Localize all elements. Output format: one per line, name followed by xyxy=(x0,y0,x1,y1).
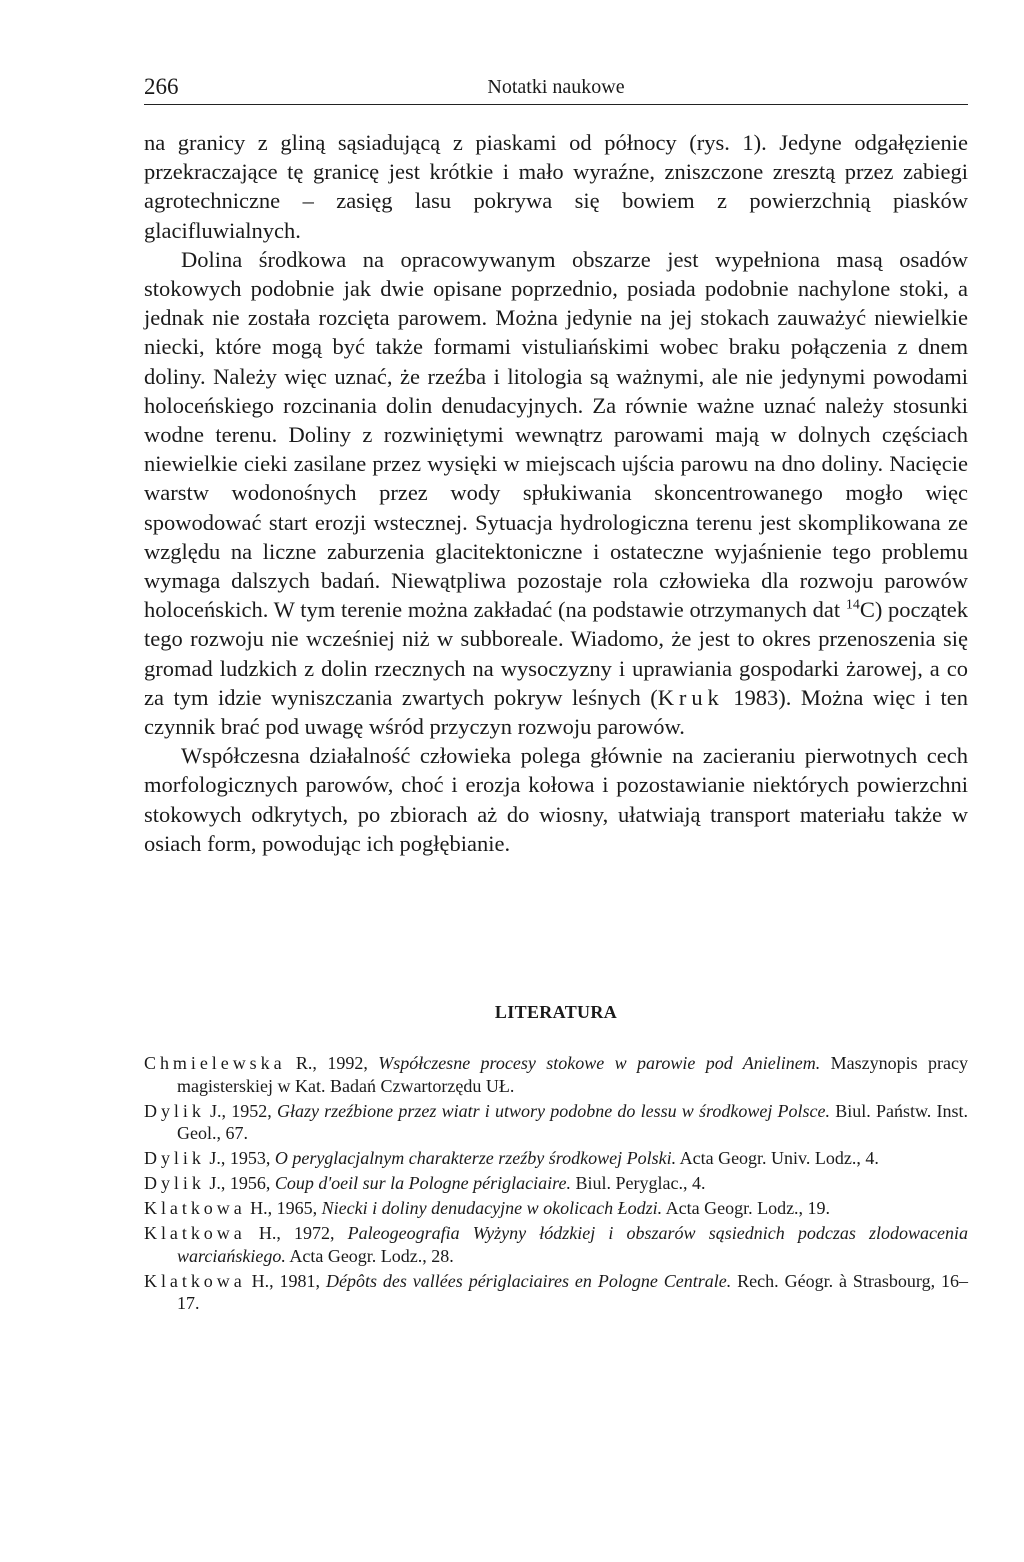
paragraph xyxy=(144,128,968,245)
reference-item xyxy=(144,1222,968,1267)
page-number: 266 xyxy=(144,74,179,99)
reference-meta: J., 1952, xyxy=(204,1100,277,1121)
reference-title: Dépôts des vallées périglaciaires en Pologne Centrale. xyxy=(325,1270,732,1291)
paragraph xyxy=(144,741,968,858)
reference-author: Klatkowa xyxy=(144,1198,246,1219)
header-rule xyxy=(144,104,968,105)
reference-meta: H., 1972, xyxy=(245,1223,348,1244)
reference-item xyxy=(144,1270,968,1315)
reference-author: Klatkowa xyxy=(144,1223,246,1244)
reference-title: Paleogeografia Wyżyny łódzkiej i obszarów sąsiednich podczas zlodowacenia warciańskiego. xyxy=(177,1223,968,1266)
reference-item xyxy=(144,1197,968,1220)
reference-meta: J., 1953, xyxy=(204,1148,275,1169)
reference-source: Rech. Géogr. à Strasbourg, 16–17. xyxy=(177,1270,969,1314)
paragraph-text: Współczesna działalność człowieka polega głównie na zacieraniu pierwotnych cech morfologicznych parowów, choć i erozja kołowa i pozostawianie niektórych powierzchni stokowych odkrytych, po zbiorach aż do wiosny, ułatwiają transport materiału także w osiach form, powodując ich pogłębianie. xyxy=(144,743,968,856)
paragraph-text: C) początek tego rozwoju nie wcześniej niż w subboreale. Wiadomo, że jest to okres przenoszenia się gromad ludzkich z dolin rzecznych na wysoczyzny i uprawiania gospodarki żarowej, a co za tym idzie wyniszczania zwartych pokryw leśnych ( xyxy=(144,597,968,710)
reference-source: Acta Geogr. Lodz., 28. xyxy=(285,1245,454,1266)
reference-meta: R., 1992, xyxy=(285,1053,379,1073)
page-header xyxy=(144,74,968,104)
reference-meta: H., 1965, xyxy=(245,1198,322,1219)
reference-title: O peryglacjalnym charakterze rzeźby środkowej Polski. xyxy=(274,1148,677,1169)
paragraph-text: Dolina środkowa na opracowywanym obszarze jest wypełniona masą osadów stokowych podobnie jak dwie opisane poprzednio, posiada podobnie nachylone stoki, a jednak nie została rozcięta parowem. Można jedynie na jej stokach zauważyć niewielkie niecki, które mogą być także formami vistuliańskimi wobec braku połączenia z dnem doliny. Należy więc uznać, że rzeźba i litologia są ważnymi, ale nie jedynymi powodami holoceńskiego rozcinania dolin denudacyjnych. Za równie ważne uznać należy stosunki wodne terenu. Doliny z rozwiniętymi wewnątrz parowami mają w dolnych częściach niewielkie cieki zasilane przez wysięki w miejscach ujścia parowu na dno doliny. Nacięcie warstw wodonośnych przez wody spłukiwania skoncentrowanego mogło więc spowodować start erozji wstecznej. Sytuacja hydrologiczna terenu jest skomplikowana ze względu na liczne zaburzenia glacitektoniczne i ostateczne wyjaśnienie tego problemu wymaga dalszych badań. Niewątpliwa pozostaje rola człowieka dla rozwoju parowów holoceńskich. W tym terenie można zakładać (na podstawie otrzymanych dat xyxy=(144,246,968,623)
paragraph-text: na granicy z gliną sąsiadującą z piaskami od północy (rys. 1). Jedyne odgałęzienie przekraczające tę granicę jest krótkie i mało wyraźne, zniszczone zresztą przez zabiegi agrotechniczne – zasięg lasu pokrywa się bowiem z powierzchnią piasków glacifluwialnych. xyxy=(144,130,968,243)
reference-item xyxy=(144,1100,968,1145)
reference-title: Coup d'oeil sur la Pologne périglaciaire. xyxy=(274,1173,571,1194)
literature-heading: LITERATURA xyxy=(494,1002,618,1022)
reference-title: Niecki i doliny denudacyjne w okolicach Łodzi. xyxy=(321,1198,663,1219)
reference-source: Acta Geogr. Lodz., 19. xyxy=(662,1198,831,1219)
running-title: Notatki naukowe xyxy=(487,76,625,98)
reference-source: Acta Geogr. Univ. Lodz., 4. xyxy=(676,1148,879,1169)
reference-item xyxy=(144,1172,968,1195)
reference-item xyxy=(144,1052,968,1097)
reference-list xyxy=(144,1052,968,1317)
paragraph xyxy=(144,245,968,741)
paragraph-text: 1983). Można więc i ten czynnik brać pod uwagę wśród przyczyn rozwoju parowów. xyxy=(144,684,969,740)
reference-meta: H., 1981, xyxy=(245,1270,326,1291)
reference-author: Klatkowa xyxy=(144,1270,246,1291)
reference-title: Głazy rzeźbione przez wiatr i utwory podobne do lessu w środkowej Polsce. xyxy=(276,1100,831,1121)
reference-author: Dylik xyxy=(144,1173,205,1194)
cited-author: Kruk xyxy=(657,684,724,710)
reference-item xyxy=(144,1147,968,1170)
reference-author: Chmielewska xyxy=(144,1053,286,1073)
reference-source: Biul. Państw. Inst. Geol., 67. xyxy=(177,1100,969,1144)
reference-title: Współczesne procesy stokowe w parowie pod Anielinem. xyxy=(378,1053,821,1073)
reference-author: Dylik xyxy=(144,1148,205,1169)
reference-author: Dylik xyxy=(144,1100,205,1121)
reference-meta: J., 1956, xyxy=(204,1173,275,1194)
article-body xyxy=(144,128,968,858)
reference-source: Maszynopis pracy magisterskiej w Kat. Badań Czwartorzędu UŁ. xyxy=(177,1053,968,1096)
superscript: 14 xyxy=(845,597,860,613)
reference-source: Biul. Peryglac., 4. xyxy=(570,1173,706,1194)
